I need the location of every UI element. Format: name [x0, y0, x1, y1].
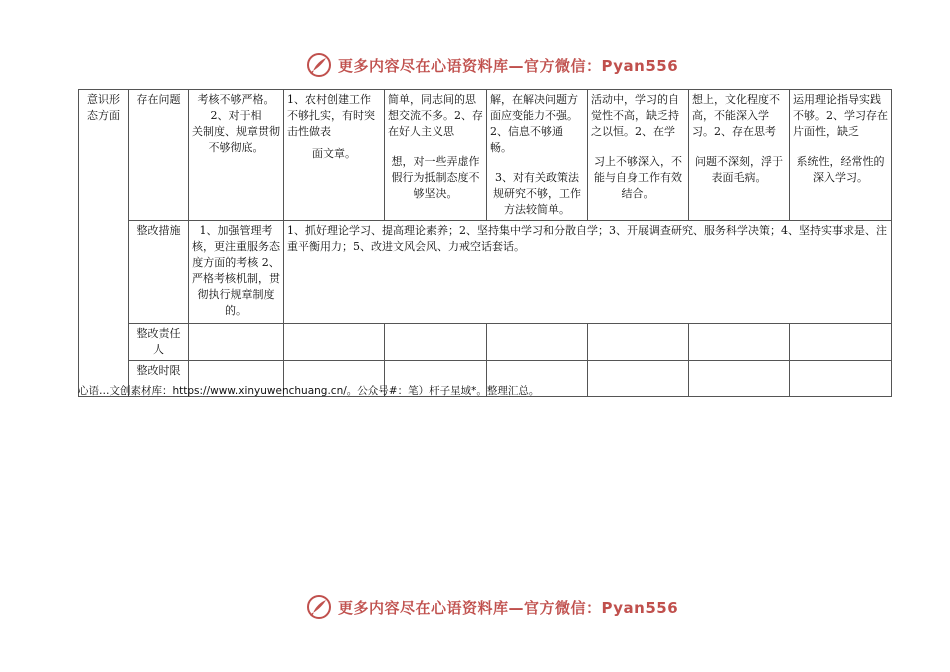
responsible-cell [385, 324, 487, 361]
measure-cell-1: 1、加强管理考核，更注重服务态度方面的考核 2、严格考核机制，贯彻执行规章制度的。 [189, 221, 284, 324]
problem-cell-7: 运用理论指导实践不够。2、学习存在片面性，缺乏 系统性，经常性的深入学习。 [790, 90, 892, 221]
problem-cell-5: 活动中，学习的自觉性不高，缺乏持之以恒。2、在学 习上不够深入，不能与自身工作有效结合。 [588, 90, 689, 221]
deadline-cell [689, 361, 790, 397]
row-heading-ideology: 意识形态方面 [79, 90, 129, 397]
label-problems: 存在问题 [129, 90, 189, 221]
responsible-cell [689, 324, 790, 361]
responsible-cell [588, 324, 689, 361]
responsible-cell [790, 324, 892, 361]
deadline-cell [790, 361, 892, 397]
responsible-cell [189, 324, 284, 361]
problem-cell-4: 解，在解决问题方面应变能力不强。2、信息不够通畅。 3、对有关政策法规研究不够，工作方法较简单。 [487, 90, 588, 221]
footer-source-note: 心语…文创素材库：https://www.xinyuwenchuang.cn/。公众号#：笔）杆子星域*。整理汇总。 [78, 385, 540, 397]
problem-cell-6: 想上，文化程度不高，不能深入学习。2、存在思考 问题不深刻，浮于表面毛病。 [689, 90, 790, 221]
problem-cell-2: 1、农村创建工作不够扎实，有时突击性做表 面文章。 [284, 90, 385, 221]
problem-cell-1: 考核不够严格。2、对于相 关制度、规章贯彻不够彻底。 [189, 90, 284, 221]
responsible-cell [284, 324, 385, 361]
quill-logo-icon [306, 52, 332, 78]
deadline-cell [588, 361, 689, 397]
responsible-cell [487, 324, 588, 361]
problem-cell-3: 简单，同志间的思想交流不多。2、存在好人主义思 想，对一些弄虚作假行为抵制态度不够坚决。 [385, 90, 487, 221]
row-problems [79, 90, 892, 221]
label-measures: 整改措施 [129, 221, 189, 324]
quill-logo-icon [306, 594, 332, 620]
row-measures [79, 221, 892, 324]
label-deadline: 整改时限 [129, 361, 189, 397]
watermark-bottom [306, 594, 678, 620]
row-responsible [79, 324, 892, 361]
watermark-top [306, 52, 678, 78]
rectification-table [78, 89, 892, 397]
watermark-text: 更多内容尽在心语资料库—官方微信：Pyan556 [338, 598, 679, 617]
measure-cell-shared: 1、抓好理论学习、提高理论素养；2、坚持集中学习和分散自学；3、开展调查研究、服务科学决策；4、坚持实事求是、注重平衡用力；5、改进文风会风、力戒空话套话。 [284, 221, 892, 324]
watermark-text: 更多内容尽在心语资料库—官方微信：Pyan556 [338, 56, 679, 75]
label-responsible: 整改责任人 [129, 324, 189, 361]
